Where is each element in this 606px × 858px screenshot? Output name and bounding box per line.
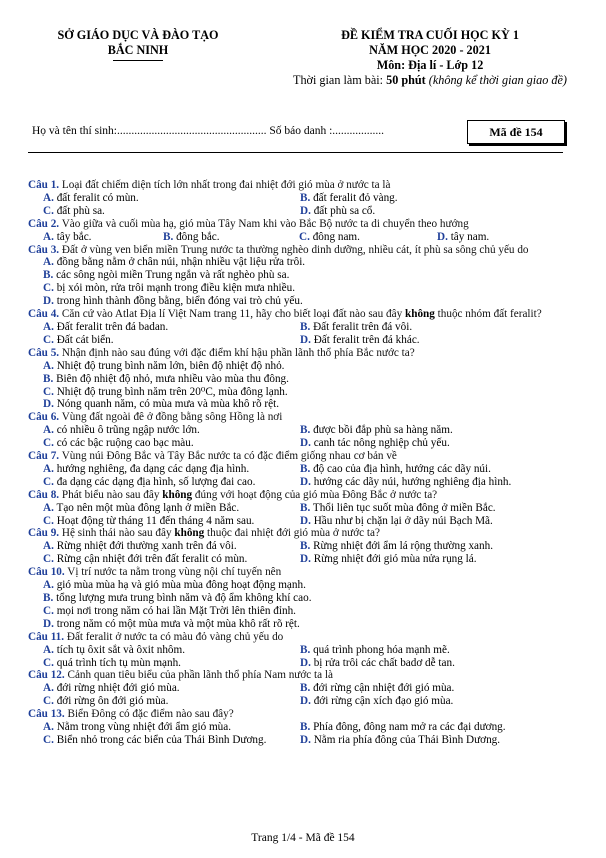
option-text: đông bắc. <box>176 230 220 243</box>
option-text: đa dạng các dạng địa hình, số lượng đai cao. <box>56 475 256 488</box>
option-text: Rừng nhiệt đới ẩm lá rộng thường xanh. <box>313 540 494 553</box>
answer-option <box>300 540 580 553</box>
option-letter: A. <box>43 191 54 204</box>
question-stem: Căn cứ vào Atlat Địa lí Việt Nam trang 11, hãy cho biết loại đất nào sau đây <box>59 308 405 321</box>
answer-option <box>43 463 300 476</box>
answer-option <box>43 321 300 334</box>
question-stem-emphasis: không <box>162 488 193 501</box>
answer-option <box>300 321 580 334</box>
answer-option <box>43 644 300 657</box>
question-stem: Vùng đất ngoài đê ở đồng bằng sông Hồng là nơi <box>59 411 283 424</box>
answer-option <box>43 682 300 695</box>
answer-option <box>300 424 580 437</box>
department-name: SỞ GIÁO DỤC VÀ ĐÀO TẠO <box>57 28 219 42</box>
option-letter: D. <box>300 553 311 566</box>
question <box>28 347 588 412</box>
option-text: đới rừng ôn đới gió mùa. <box>56 695 169 708</box>
option-letter: D. <box>43 617 54 630</box>
option-text: quá trình tích tụ mùn mạnh. <box>56 656 181 669</box>
option-text: Đất feralit trên đá khác. <box>313 333 420 346</box>
question-stem: Vùng núi Đông Bắc và Tây Bắc nước ta có đặc điểm giống nhau cơ bản về <box>59 450 397 463</box>
answer-option <box>300 553 580 566</box>
question-stem-line <box>28 450 588 463</box>
option-letter: C. <box>43 385 54 398</box>
option-text: có nhiều ô trũng ngập nước lớn. <box>56 424 200 437</box>
answer-option <box>43 205 300 218</box>
option-letter: A. <box>43 359 54 372</box>
answer-option <box>43 605 588 618</box>
option-letter: D. <box>300 475 311 488</box>
option-text: đất feralit có mùn. <box>56 191 139 204</box>
question <box>28 411 588 450</box>
answer-options <box>28 721 588 747</box>
option-text: Thổi liên tục suốt mùa đông ở miền Bắc. <box>312 501 496 514</box>
time-value: 50 phút <box>386 73 426 87</box>
option-text: bị xói mòn, rửa trôi mạnh trong điều kiện mưa nhiều. <box>56 282 296 295</box>
option-text: Nhiệt độ trung bình năm trên 20⁰C, mùa đông lạnh. <box>56 385 288 398</box>
question-stem-line <box>28 631 588 644</box>
answer-options <box>28 321 588 347</box>
answer-option <box>300 657 580 670</box>
question-stem: Cảnh quan tiêu biểu của phần lãnh thổ phía Nam nước ta là <box>64 669 333 682</box>
question-number: Câu 4. <box>28 308 60 321</box>
option-text: đới rừng cận xích đạo gió mùa. <box>313 695 454 708</box>
answer-option <box>43 334 300 347</box>
question-stem: Loại đất chiếm diện tích lớn nhất trong đai nhiệt đới gió mùa ở nước ta là <box>59 179 391 191</box>
answer-options <box>28 540 588 566</box>
question <box>28 450 588 489</box>
question <box>28 308 588 347</box>
option-letter: D. <box>300 656 311 669</box>
school-year: NĂM HỌC 2020 - 2021 <box>369 43 491 57</box>
option-letter: B. <box>300 191 311 204</box>
option-letter: A. <box>43 230 54 243</box>
time-note: (không kể thời gian giao đề) <box>425 73 567 87</box>
answer-option <box>43 618 588 631</box>
option-text: Biển nhỏ trong các biển của Thái Bình Dương. <box>56 733 267 746</box>
option-text: đất phù sa. <box>56 204 105 217</box>
option-letter: B. <box>300 462 311 475</box>
answer-option <box>299 231 437 244</box>
option-text: tây nam. <box>450 230 490 243</box>
question-stem-line <box>28 566 588 579</box>
answer-option <box>43 256 588 269</box>
answer-option <box>43 695 300 708</box>
question-stem: Vị trí nước ta nằm trong vùng nội chí tuyến nên <box>64 566 282 579</box>
option-text: có các bậc ruộng cao bạc màu. <box>56 437 194 450</box>
option-text: Rừng nhiệt đới thường xanh trên đá vôi. <box>56 540 237 553</box>
answer-options <box>28 644 588 670</box>
option-text: Tạo nên một mùa đông lạnh ở miền Bắc. <box>56 501 240 514</box>
option-text: canh tác nông nghiệp chủ yếu. <box>313 437 450 450</box>
answer-options <box>28 256 588 308</box>
option-letter: A. <box>43 462 54 475</box>
option-text: Biên độ nhiệt độ nhỏ, mưa nhiều vào mùa thu đông. <box>56 372 289 385</box>
option-letter: B. <box>300 501 311 514</box>
question-stem-line <box>28 527 588 540</box>
option-letter: A. <box>43 256 54 269</box>
answer-option <box>437 231 557 244</box>
answer-option <box>43 476 300 489</box>
question-stem: Nhận định nào sau đúng với đặc điểm khí hậu phần lãnh thổ phía Bắc nước ta? <box>59 346 415 359</box>
option-letter: D. <box>300 204 311 217</box>
question-number: Câu 8. <box>28 488 60 501</box>
option-letter: B. <box>300 424 311 437</box>
option-letter: D. <box>300 437 311 450</box>
answer-option <box>43 657 300 670</box>
answer-option <box>300 721 580 734</box>
option-text: Rừng cận nhiệt đới trên đất feralit có mùn. <box>56 553 248 566</box>
answer-option <box>43 553 300 566</box>
question-stem: Biển Đông có đặc điểm nào sau đây? <box>64 708 234 721</box>
answer-option <box>300 205 580 218</box>
option-text: đông nam. <box>312 230 360 243</box>
question-number: Câu 6. <box>28 411 60 424</box>
exam-code-box: Mã đề 154 <box>467 120 565 144</box>
question <box>28 218 588 244</box>
page-footer: Trang 1/4 - Mã đề 154 <box>251 832 355 844</box>
question-stem-continued: thuộc đai nhiệt đới gió mùa ở nước ta? <box>204 527 380 540</box>
option-text: Đất feralit trên đá badan. <box>56 320 169 333</box>
option-text: đới rừng cận nhiệt đới gió mùa. <box>313 682 455 695</box>
question-stem-line <box>28 489 588 502</box>
time-line <box>260 73 600 88</box>
exam-header <box>260 28 600 88</box>
answer-option <box>163 231 299 244</box>
option-letter: D. <box>300 514 311 527</box>
option-letter: A. <box>43 501 54 514</box>
option-text: trong hình thành đồng bằng, biển đóng vai trò chủ yếu. <box>56 295 303 308</box>
question <box>28 708 588 747</box>
answer-option <box>300 682 580 695</box>
option-letter: B. <box>300 540 311 553</box>
option-letter: B. <box>300 682 311 695</box>
answer-option <box>300 334 580 347</box>
option-text: độ cao của địa hình, hướng các dãy núi. <box>313 462 491 475</box>
option-letter: C. <box>43 695 54 708</box>
option-letter: D. <box>437 230 448 243</box>
question-number: Câu 7. <box>28 450 60 463</box>
answer-option <box>43 398 588 411</box>
question <box>28 669 588 708</box>
question-stem: Đất feralit ở nước ta có màu đỏ vàng chủ yếu do <box>64 630 284 643</box>
answer-option <box>300 463 580 476</box>
answer-option <box>43 424 300 437</box>
option-letter: C. <box>43 733 54 746</box>
question-number: Câu 12. <box>28 669 65 682</box>
question <box>28 527 588 566</box>
question-stem-line <box>28 244 588 257</box>
answer-option <box>300 695 580 708</box>
answer-options <box>28 231 588 244</box>
option-letter: C. <box>43 514 54 527</box>
option-letter: D. <box>300 733 311 746</box>
header-separator <box>28 152 563 153</box>
answer-option <box>300 192 580 205</box>
option-letter: B. <box>43 269 54 282</box>
option-text: Đất feralit trên đá vôi. <box>313 320 413 333</box>
question-stem-line <box>28 308 588 321</box>
option-text: đồng bằng nằm ở chân núi, nhận nhiều vật liệu rửa trôi. <box>56 256 306 269</box>
option-letter: B. <box>163 230 174 243</box>
option-text: Đất cát biển. <box>56 333 114 346</box>
question-number: Câu 1. <box>28 179 60 191</box>
question-number: Câu 5. <box>28 346 60 359</box>
question <box>28 631 588 670</box>
option-text: Rừng nhiệt đới gió mùa nửa rụng lá. <box>313 553 477 566</box>
question-stem: Vào giữa và cuối mùa hạ, gió mùa Tây Nam khi vào Bắc Bộ nước ta di chuyển theo hướng <box>59 217 469 230</box>
option-letter: C. <box>43 282 54 295</box>
question-stem-emphasis: không <box>174 527 205 540</box>
question-stem: Phát biểu nào sau đây <box>59 488 163 501</box>
option-letter: D. <box>43 398 54 411</box>
answer-option <box>300 515 580 528</box>
answer-option <box>43 373 588 386</box>
student-info-line: Họ và tên thí sinh:.................................................... Số báo danh :.................. <box>32 125 385 137</box>
option-letter: C. <box>43 333 54 346</box>
option-text: Nóng quanh năm, có mùa mưa và mùa khô rõ rệt. <box>56 398 279 411</box>
answer-option <box>43 295 588 308</box>
question <box>28 179 588 218</box>
option-text: tích tụ ôxit sắt và ôxit nhôm. <box>56 643 186 656</box>
answer-option <box>300 502 580 515</box>
answer-option <box>300 437 580 450</box>
option-text: hướng nghiêng, đa dạng các dạng địa hình. <box>56 462 250 475</box>
answer-option <box>300 734 580 747</box>
option-letter: C. <box>43 437 54 450</box>
exam-title: ĐỀ KIỂM TRA CUỐI HỌC KỲ 1 <box>341 28 519 42</box>
option-letter: A. <box>43 682 54 695</box>
question-stem-line <box>28 669 588 682</box>
province-name: BẮC NINH <box>107 43 169 57</box>
answer-option <box>43 540 300 553</box>
question-number: Câu 13. <box>28 708 65 721</box>
option-text: Nằm trong vùng nhiệt đới ẩm gió mùa. <box>56 721 232 734</box>
department-header <box>28 28 248 61</box>
header-underline <box>113 60 163 61</box>
question-number: Câu 2. <box>28 217 60 230</box>
option-letter: A. <box>43 721 54 734</box>
question-stem-line <box>28 347 588 360</box>
option-text: mọi nơi trong năm có hai lần Mặt Trời lên thiên đỉnh. <box>56 604 296 617</box>
question-number: Câu 3. <box>28 243 60 256</box>
answer-option <box>43 721 300 734</box>
answer-options <box>28 424 588 450</box>
answer-options <box>28 682 588 708</box>
option-text: bị rửa trôi các chất badơ dễ tan. <box>313 656 455 669</box>
answer-option <box>43 592 588 605</box>
option-letter: B. <box>300 320 311 333</box>
question-stem-line <box>28 411 588 424</box>
option-text: tổng lượng mưa trung bình năm và độ ẩm không khí cao. <box>56 592 312 604</box>
option-text: Nhiệt độ trung bình năm lớn, biên độ nhiệt độ nhỏ. <box>56 359 285 372</box>
answer-option <box>43 192 300 205</box>
option-text: hướng các dãy núi, hướng nghiêng địa hình. <box>313 475 512 488</box>
answer-option <box>43 386 588 399</box>
answer-options <box>28 360 588 412</box>
option-letter: A. <box>43 320 54 333</box>
option-letter: A. <box>43 579 54 592</box>
question <box>28 489 588 528</box>
option-text: Phía đông, đông nam mở ra các đại dương. <box>313 721 506 734</box>
answer-options <box>28 579 588 631</box>
option-text: Nằm ria phía đông của Thái Bình Dương. <box>313 733 501 746</box>
answer-options <box>28 192 588 218</box>
question-number: Câu 11. <box>28 630 65 643</box>
question <box>28 566 588 631</box>
option-letter: C. <box>299 230 310 243</box>
answer-option <box>43 360 588 373</box>
option-text: các sông ngòi miền Trung ngắn và rất nghèo phù sa. <box>56 269 290 282</box>
option-letter: B. <box>43 372 54 385</box>
option-letter: D. <box>300 695 311 708</box>
option-text: đất phù sa cổ. <box>313 204 376 217</box>
answer-option <box>300 644 580 657</box>
option-text: trong năm có một mùa mưa và một mùa khô rất rõ rệt. <box>56 617 300 630</box>
answer-options <box>28 502 588 528</box>
question-list <box>28 179 588 747</box>
question <box>28 244 588 309</box>
answer-option <box>43 579 588 592</box>
question-stem-continued: thuộc nhóm đất feralit? <box>434 308 542 321</box>
option-text: Hoạt động từ tháng 11 đến tháng 4 năm sau. <box>56 514 255 527</box>
option-text: được bồi đắp phù sa hàng năm. <box>313 424 453 437</box>
option-letter: A. <box>43 424 54 437</box>
option-letter: D. <box>300 333 311 346</box>
answer-option <box>43 437 300 450</box>
answer-option <box>43 734 300 747</box>
question-stem-continued: đúng với hoạt động của gió mùa Đông Bắc ở nước ta? <box>192 488 438 501</box>
answer-option <box>43 269 588 282</box>
option-letter: A. <box>43 643 54 656</box>
option-letter: C. <box>43 604 54 617</box>
answer-option <box>43 282 588 295</box>
question-stem: Hệ sinh thái nào sau đây <box>59 527 175 540</box>
question-number: Câu 9. <box>28 527 60 540</box>
answer-option <box>43 231 163 244</box>
question-stem-line <box>28 179 588 192</box>
question-stem: Đất ở vùng ven biển miền Trung nước ta thường nghèo dinh dưỡng, nhiều cát, ít phù sa sông chủ yếu do <box>59 243 529 256</box>
option-text: đất feralit đỏ vàng. <box>313 191 398 204</box>
question-number: Câu 10. <box>28 566 65 579</box>
option-letter: C. <box>43 204 54 217</box>
option-text: gió mùa mùa hạ và gió mùa mùa đông hoạt động mạnh. <box>56 579 306 592</box>
answer-option <box>43 502 300 515</box>
option-text: tây bắc. <box>56 230 92 243</box>
option-text: đới rừng nhiệt đới gió mùa. <box>56 682 180 695</box>
option-letter: C. <box>43 475 54 488</box>
answer-options <box>28 463 588 489</box>
option-text: quá trình phong hóa mạnh mẽ. <box>313 643 450 656</box>
question-stem-line <box>28 708 588 721</box>
option-letter: B. <box>300 721 311 734</box>
answer-option <box>43 515 300 528</box>
option-letter: C. <box>43 553 54 566</box>
question-stem-line <box>28 218 588 231</box>
option-text: Hầu như bị chặn lại ở dãy núi Bạch Mã. <box>313 514 493 527</box>
question-stem-emphasis: không <box>405 308 435 321</box>
option-letter: B. <box>43 592 54 604</box>
option-letter: A. <box>43 540 54 553</box>
option-letter: C. <box>43 656 54 669</box>
subject-line: Môn: Địa lí - Lớp 12 <box>376 58 484 72</box>
answer-option <box>300 476 580 489</box>
time-prefix: Thời gian làm bài: <box>293 73 387 87</box>
option-letter: B. <box>300 643 311 656</box>
option-letter: D. <box>43 295 54 308</box>
